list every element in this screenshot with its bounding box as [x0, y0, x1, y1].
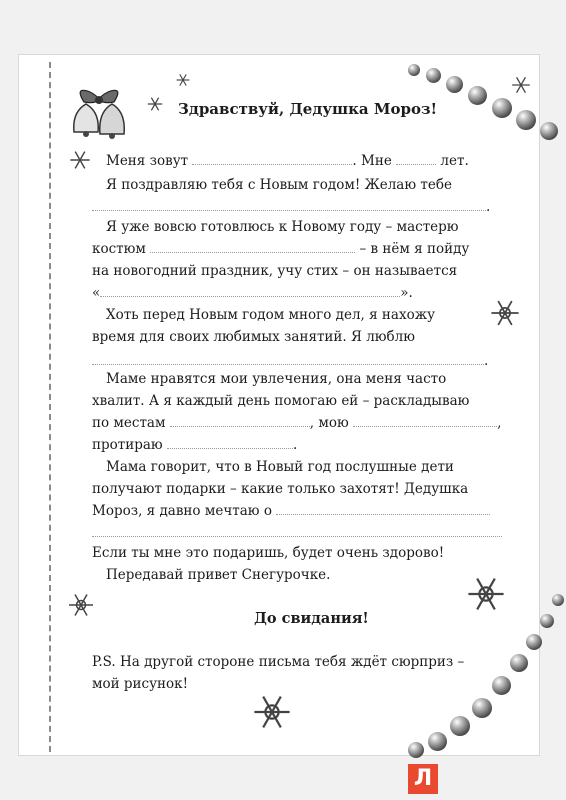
closing: До свидания! — [254, 610, 369, 627]
snowflake-icon — [250, 690, 294, 734]
letter-line: по местам , мою , — [92, 415, 502, 431]
letter-line: хвалит. А я каждый день помогаю ей – раскладываю — [92, 393, 470, 409]
dream-blank[interactable] — [276, 502, 490, 515]
letter-title: Здравствуй, Дедушка Мороз! — [178, 100, 438, 118]
wish-blank[interactable] — [92, 198, 486, 211]
snowflake-icon — [488, 296, 522, 330]
publisher-logo: Л — [408, 764, 438, 794]
letter-line: костюм – в нём я пойду — [92, 241, 470, 257]
letter-line: Мама говорит, что в Новый год послушные дети — [106, 459, 454, 475]
letter-line: Передавай привет Снегурочке. — [106, 567, 331, 583]
letter-line: . — [92, 352, 488, 370]
letter-line: « ». — [92, 285, 413, 301]
postscript: P.S. На другой стороне письма тебя ждёт сюрприз – — [92, 654, 465, 670]
wipe-blank[interactable] — [167, 436, 293, 449]
name-blank[interactable] — [192, 152, 352, 165]
bells-icon — [64, 82, 134, 140]
dream-blank-2[interactable] — [92, 524, 502, 537]
snowflake-icon — [510, 74, 532, 96]
letter-line: Я уже вовсю готовлюсь к Новому году – мастерю — [106, 219, 459, 235]
tidy-blank[interactable] — [170, 414, 310, 427]
cut-line — [49, 62, 51, 752]
wash-blank[interactable] — [353, 414, 497, 427]
snowflake-icon — [66, 590, 96, 620]
letter-line: Меня зовут . Мне лет. — [106, 153, 469, 169]
postscript: мой рисунок! — [92, 676, 189, 692]
letter-line: Если ты мне это подаришь, будет очень здорово! — [92, 545, 445, 561]
letter-line: на новогодний праздник, учу стих – он называется — [92, 263, 458, 279]
letter-line: протираю . — [92, 437, 298, 453]
letter-line: Мороз, я давно мечтаю о — [92, 502, 490, 520]
costume-blank[interactable] — [150, 240, 355, 253]
hobby-blank[interactable] — [92, 352, 484, 365]
snowflake-icon — [175, 72, 191, 88]
letter-line: получают подарки – какие только захотят! Дедушка — [92, 481, 469, 497]
letter-line: Маме нравятся мои увлечения, она меня часто — [106, 371, 447, 387]
letter-line: время для своих любимых занятий. Я люблю — [92, 329, 415, 345]
letter-line — [92, 524, 502, 542]
poem-blank[interactable] — [100, 284, 400, 297]
snowflake-icon — [464, 572, 508, 616]
letter-line: Я поздравляю тебя с Новым годом! Желаю тебе — [106, 177, 452, 193]
letter-line: . — [92, 198, 490, 216]
snowflake-icon — [146, 95, 164, 113]
letter-line: Хоть перед Новым годом много дел, я нахожу — [106, 307, 436, 323]
age-blank[interactable] — [396, 152, 436, 165]
snowflake-icon — [68, 148, 92, 172]
